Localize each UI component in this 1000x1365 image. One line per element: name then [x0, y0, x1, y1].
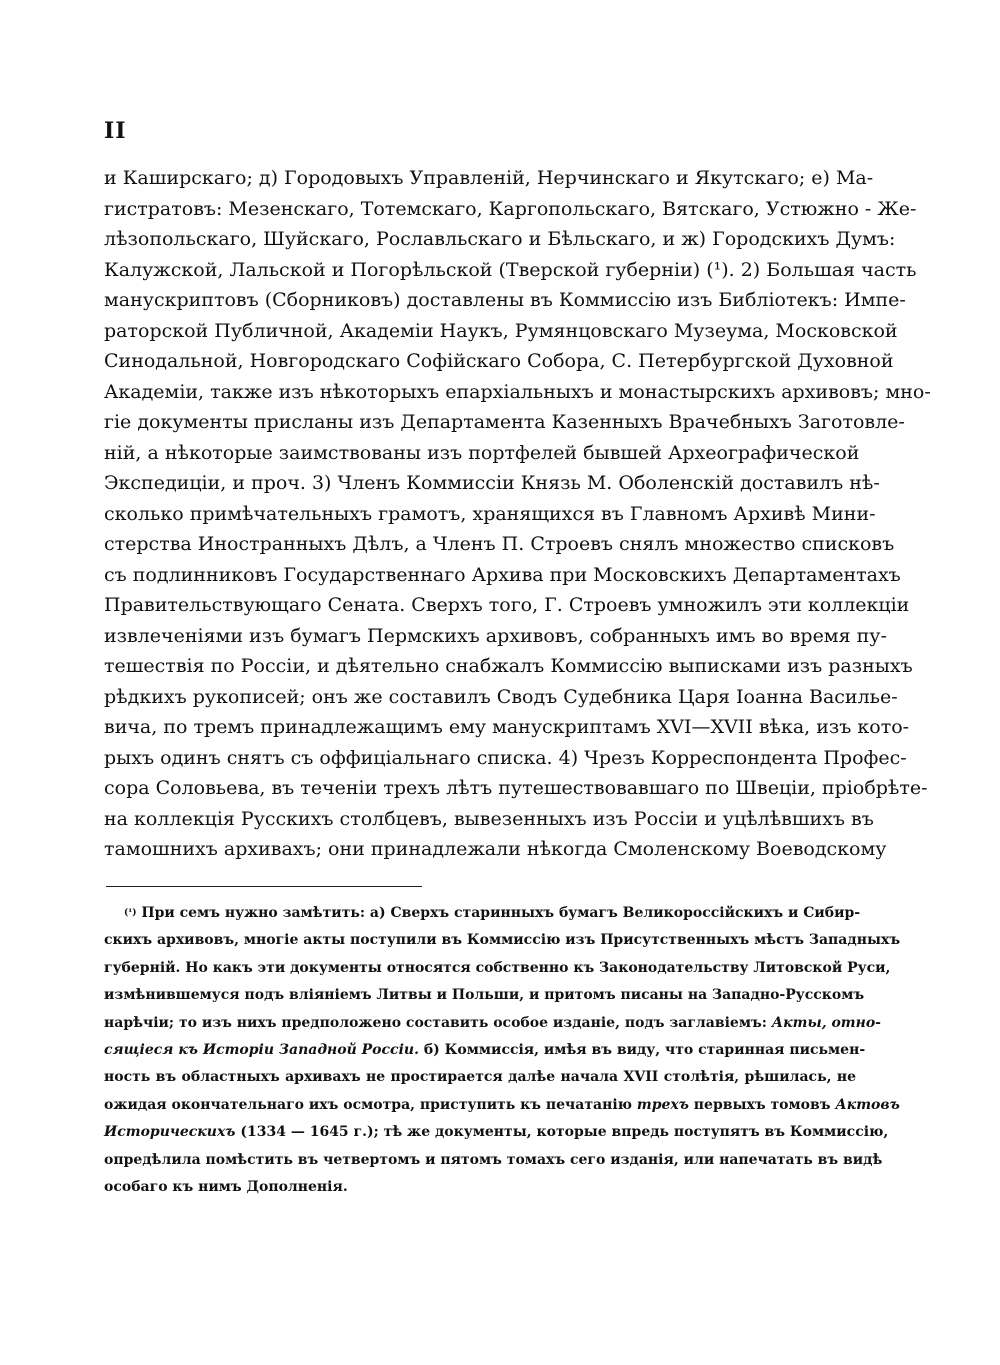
text-line: извлеченіями изъ бумагъ Пермскихъ архивовъ, собранныхъ имъ во время пу-: [104, 624, 887, 647]
text-line: стерства Иностранныхъ Дѣлъ, а Членъ П. Строевъ снялъ множество списковъ: [104, 533, 895, 555]
footnote-text: нарѣчіи; то изъ нихъ предположено составить особое изданіе, подъ заглавіемъ:: [104, 1014, 772, 1031]
text-line: сколько примѣчательныхъ грамотъ, хранящихся въ Главномъ Архивѣ Мини-: [104, 502, 876, 525]
main-text: [104, 163, 931, 865]
footnote-line: [104, 900, 861, 927]
text-line: гистратовъ: Мезенскаго, Тотемскаго, Каргопольскаго, Вятскаго, Устюжно - Же-: [104, 197, 917, 220]
text-line: Синодальной, Новгородскаго Софійскаго Собора, С. Петербургской Духовной: [104, 350, 894, 372]
text-line: сора Соловьева, въ теченіи трехъ лѣтъ путешествовавшаго по Швеціи, пріобрѣте-: [104, 777, 928, 799]
text-line: и Каширскаго; д) Городовыхъ Управленій, Нерчинскаго и Якутскаго; е) Ма-: [104, 167, 874, 189]
text-line: тамошнихъ архивахъ; они принадлежали нѣкогда Смоленскому Воеводскому: [104, 838, 887, 860]
footnote-line: губерній. Но какъ эти документы относятся собственно къ Законодательству Литовской Руси,: [104, 959, 891, 976]
text-line: ній, а нѣкоторые заимствованы изъ портфелей бывшей Археографической: [104, 441, 860, 464]
footnote-italic-title: сящіеся къ Исторіи Западной Россіи.: [104, 1041, 419, 1058]
text-line: на коллекція Русскихъ столбцевъ, вывезенныхъ изъ Россіи и уцѣлѣвшихъ въ: [104, 807, 874, 830]
text-line: тешествія по Россіи, и дѣятельно снабжалъ Коммиссію выписками изъ разныхъ: [104, 655, 913, 677]
footnote-line: [104, 1119, 889, 1146]
text-line: раторской Публичной, Академіи Наукъ, Румянцовскаго Музеума, Московской: [104, 319, 898, 342]
text-line: рыхъ одинъ снятъ съ оффиціальнаго списка. 4) Чрезъ Корреспондента Профес-: [104, 746, 907, 769]
text-line: Калужской, Лальской и Погорѣльской (Тверской губерніи) (¹). 2) Большая часть: [104, 258, 917, 281]
footnote-marker: (¹): [124, 908, 137, 918]
footnote-text: При семъ нужно замѣтить: а) Сверхъ старинныхъ бумагъ Великороссійскихъ и Сибир-: [141, 905, 861, 921]
text-line: Правительствующаго Сената. Сверхъ того, Г. Строевъ умножилъ эти коллекціи: [104, 594, 910, 616]
text-line: манускриптовъ (Сборниковъ) доставлены въ Коммиссію изъ Библіотекъ: Импе-: [104, 289, 906, 311]
footnote-italic-word: трехъ: [636, 1096, 689, 1113]
footnote: [104, 900, 901, 1201]
text-line: гіе документы присланы изъ Департамента Казенныхъ Врачебныхъ Заготовле-: [104, 411, 905, 433]
text-line: лѣзопольскаго, Шуйскаго, Рославльскаго и Бѣльскаго, и ж) Городскихъ Думъ:: [104, 228, 896, 250]
text-line: Академіи, также изъ нѣкоторыхъ епархіальныхъ и монастырскихъ архивовъ; мно-: [104, 380, 931, 403]
footnote-line: особаго къ нимъ Дополненія.: [104, 1178, 348, 1195]
footnote-text: ожидая окончательнаго ихъ осмотра, приступить къ печатанію: [104, 1096, 637, 1113]
footnote-italic-title: Акты, отно-: [771, 1014, 881, 1031]
footnote-line: [104, 1092, 900, 1119]
footnote-italic-title: Актовъ: [835, 1096, 900, 1113]
page-number: II: [104, 118, 127, 144]
footnote-line: [104, 1037, 866, 1064]
footnote-line: ность въ областныхъ архивахъ не простирается далѣе начала XVII столѣтія, рѣшилась, не: [104, 1069, 856, 1086]
footnote-text: (1334 — 1645 г.); тѣ же документы, которые впредь поступятъ въ Коммиссію,: [235, 1124, 889, 1141]
footnote-separator: [106, 886, 422, 887]
text-line: съ подлинниковъ Государственнаго Архива при Московскихъ Департаментахъ: [104, 563, 901, 586]
text-line: вича, по тремъ принадлежащимъ ему манускриптамъ XVI—XVII вѣка, изъ кото-: [104, 716, 910, 738]
text-line: рѣдкихъ рукописей; онъ же составилъ Сводъ Судебника Царя Іоанна Василье-: [104, 685, 898, 708]
footnote-text: первыхъ томовъ: [688, 1096, 836, 1113]
footnote-line: измѣнившемуся подъ вліяніемъ Литвы и Польши, и притомъ писаны на Западно-Русскомъ: [104, 987, 865, 1004]
footnote-italic-title: Историческихъ: [104, 1124, 236, 1141]
text-line: Экспедиціи, и проч. 3) Членъ Коммиссіи Князь М. Оболенскій доставилъ нѣ-: [104, 472, 880, 494]
footnote-line: [104, 1010, 881, 1037]
footnote-line: опредѣлила помѣстить въ четвертомъ и пятомъ томахъ сего изданія, или напечатать въ видѣ: [104, 1151, 883, 1168]
footnote-text: б) Коммиссія, имѣя въ виду, что старинная письмен-: [418, 1041, 866, 1058]
footnote-line: скихъ архивовъ, многіе акты поступили въ Коммиссію изъ Присутственныхъ мѣстъ Западныхъ: [104, 932, 901, 949]
